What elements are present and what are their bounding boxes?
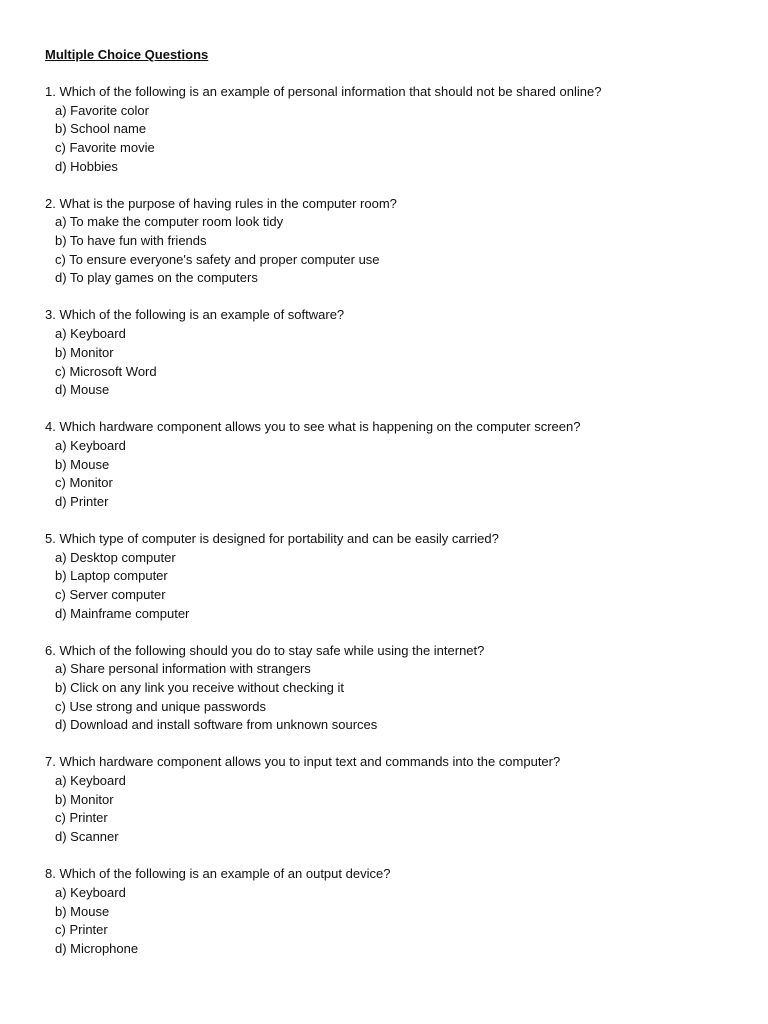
- question-1: [45, 83, 745, 176]
- option-d: d) Download and install software from unknown sources: [55, 717, 378, 733]
- option-d: d) Printer: [55, 493, 109, 509]
- question-text: 3. Which of the following is an example of software?: [45, 307, 345, 323]
- option-a: a) Share personal information with strangers: [55, 661, 311, 677]
- option-c: c) To ensure everyone's safety and proper computer use: [55, 251, 380, 267]
- option-c: c) Favorite movie: [55, 140, 155, 156]
- option-a: a) Keyboard: [55, 326, 126, 342]
- question-8: [45, 865, 745, 958]
- option-b: b) Mouse: [55, 456, 110, 472]
- option-c: c) Microsoft Word: [55, 363, 157, 379]
- option-d: d) Microphone: [55, 940, 139, 956]
- option-b: b) Monitor: [55, 791, 114, 807]
- option-d: d) To play games on the computers: [55, 270, 258, 286]
- option-c: c) Printer: [55, 810, 108, 826]
- option-b: b) Click on any link you receive without checking it: [55, 680, 345, 696]
- question-7: [45, 753, 745, 846]
- answer-options: [45, 884, 745, 959]
- option-a: a) Keyboard: [55, 884, 126, 900]
- option-b: b) Laptop computer: [55, 568, 168, 584]
- option-a: a) Keyboard: [55, 773, 126, 789]
- option-a: a) Favorite color: [55, 102, 149, 118]
- document-page: [45, 46, 745, 977]
- answer-options: [45, 102, 745, 177]
- option-b: b) Mouse: [55, 903, 110, 919]
- question-text: 4. Which hardware component allows you to see what is happening on the computer screen?: [45, 419, 581, 435]
- answer-options: [45, 549, 745, 624]
- question-5: [45, 530, 745, 623]
- question-text: 7. Which hardware component allows you to input text and commands into the computer?: [45, 754, 561, 770]
- question-text: 5. Which type of computer is designed for portability and can be easily carried?: [45, 530, 499, 546]
- option-c: c) Monitor: [55, 475, 113, 491]
- question-text: 1. Which of the following is an example of personal information that should not be shared online?: [45, 84, 602, 99]
- option-b: b) To have fun with friends: [55, 233, 207, 249]
- answer-options: [45, 213, 745, 288]
- question-4: [45, 418, 745, 511]
- option-b: b) Monitor: [55, 344, 114, 360]
- option-a: a) Keyboard: [55, 437, 126, 453]
- answer-options: [45, 660, 745, 735]
- question-text: 2. What is the purpose of having rules in the computer room?: [45, 195, 397, 211]
- option-d: d) Mainframe computer: [55, 605, 190, 621]
- option-d: d) Scanner: [55, 829, 119, 845]
- question-3: [45, 306, 745, 399]
- document-title: Multiple Choice Questions: [45, 47, 209, 62]
- option-c: c) Server computer: [55, 587, 166, 602]
- option-c: c) Printer: [55, 922, 108, 938]
- question-text: 6. Which of the following should you do to stay safe while using the internet?: [45, 642, 485, 658]
- option-b: b) School name: [55, 121, 147, 137]
- option-a: a) Desktop computer: [55, 549, 176, 565]
- option-c: c) Use strong and unique passwords: [55, 698, 267, 714]
- answer-options: [45, 325, 745, 400]
- answer-options: [45, 772, 745, 847]
- question-text: 8. Which of the following is an example of an output device?: [45, 866, 391, 882]
- answer-options: [45, 437, 745, 512]
- option-d: d) Mouse: [55, 382, 110, 398]
- option-a: a) To make the computer room look tidy: [55, 214, 284, 230]
- question-2: [45, 195, 745, 288]
- question-6: [45, 642, 745, 735]
- option-d: d) Hobbies: [55, 158, 118, 174]
